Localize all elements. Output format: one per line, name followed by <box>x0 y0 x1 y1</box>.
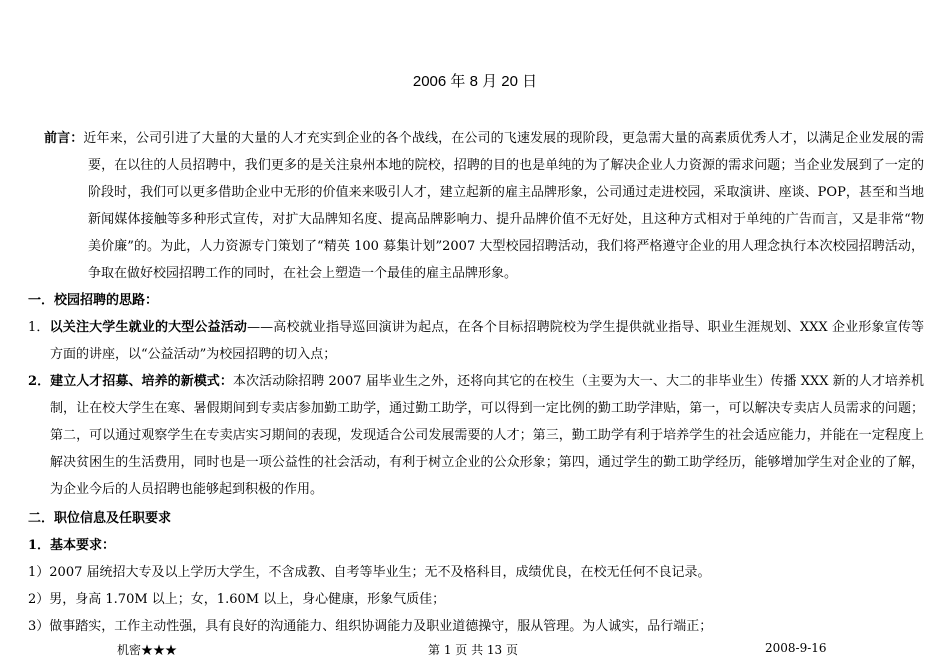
footer-date: 2008-9-16 <box>765 641 827 655</box>
section1-item2 <box>28 368 924 503</box>
item2-text: 本次活动除招聘 2007 届毕业生之外，还将向其它的在校生（主要为大一、大二的非毕业生）传播 XXX 新的人才培养机制，让在校大学生在寒、暑假期间到专卖店参加勤工助学，通过勤工助学，可以得到一定比例的勤工助学津贴，第一，可以解决专卖店人员需求的问题；第二，可以通过观察学生在专卖店实习期间的表现，发现适合公司发展需要的人才；第三，勤工助学有利于培养学生的社会适应能力，并能在一定程度上解决贫困生的生活费用，同时也是一项公益性的社会活动，有利于树立企业的公众形象；第四，通过学生的勤工助学经历，能够增加学生对企业的了解，为企业今后的人员招聘也能够起到积极的作用。 <box>50 374 924 497</box>
section2 <box>28 505 924 640</box>
requirement-1: 1）2007 届统招大专及以上学历大学生，不含成教、自考等毕业生；无不及格科目，成绩优良，在校无任何不良记录。 <box>28 565 711 580</box>
item1-text: ——高校就业指导巡回演讲为起点，在各个目标招聘院校为学生提供就业指导、职业生涯规划、XXX 企业形象宣传等方面的讲座，以“公益活动”为校园招聘的切入点； <box>50 320 924 362</box>
requirement-3: 3）做事踏实，工作主动性强，具有良好的沟通能力、组织协调能力及职业道德操守，服从管理。为人诚实，品行端正； <box>28 619 713 634</box>
section1-heading: 一．校园招聘的思路： <box>28 293 159 308</box>
item2-number: 2． <box>28 374 51 389</box>
preface-paragraph <box>44 125 924 287</box>
section1 <box>28 287 924 314</box>
section2-heading: 二．职位信息及任职要求 <box>28 511 172 526</box>
document-date: 2006 年 8 月 20 日 <box>412 73 538 90</box>
preface-text: 近年来，公司引进了大量的大量的人才充实到企业的各个战线，在公司的飞速发展的现阶段，更急需大量的高素质优秀人才，以满足企业发展的需要，在以往的人员招聘中，我们更多的是关注泉州本地的院校，招聘的目的也是单纯的为了解决企业人力资源的需求问题；当企业发展到了一定的阶段时，我们可以更多借助企业中无形的价值来来吸引人才，建立起新的雇主品牌形象，公司通过走进校园，采取演讲、座谈、POP，甚至和当地新闻媒体接触等多种形式宣传，对扩大品牌知名度、提高品牌影响力、提升品牌价值不无好处，且这种方式相对于单纯的广告而言，又是非常“物美价廉”的。为此，人力资源专门策划了“精英 100 募集计划”2007 大型校园招聘活动，我们将严格遵守企业的用人理念执行本次校园招聘活动，争取在做好校园招聘工作的同时，在社会上塑造一个最佳的雇主品牌形象。 <box>83 131 924 281</box>
footer-confidential: 机密★★★ <box>117 643 178 657</box>
item1-lead: 以关注大学生就业的大型公益活动 <box>49 320 248 335</box>
footer-page-number: 第 1 页 共 13 页 <box>428 643 518 657</box>
requirement-2: 2）男，身高 1.70M 以上；女，1.60M 以上，身心健康，形象气质佳； <box>28 592 446 607</box>
item1-number: 1． <box>28 320 50 335</box>
section1-item1 <box>28 314 924 368</box>
item2-lead: 建立人才招募、培养的新模式： <box>50 374 233 389</box>
preface-label: 前言： <box>44 131 84 146</box>
section2-sub1: 1．基本要求： <box>28 538 116 553</box>
